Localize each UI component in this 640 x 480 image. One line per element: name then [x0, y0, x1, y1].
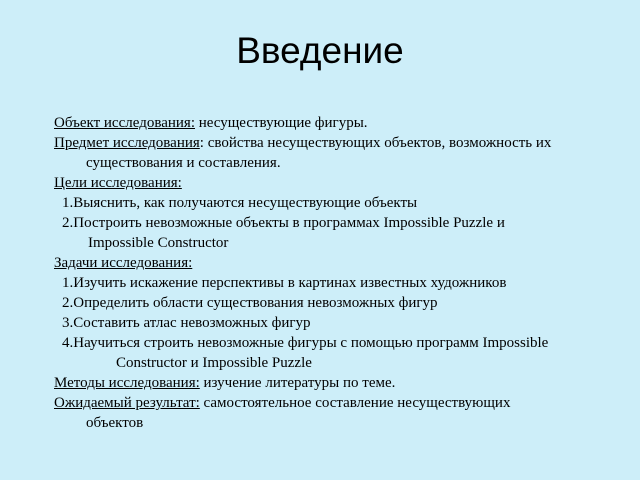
task-item-3: 3.Составить атлас невозможных фигур	[62, 315, 311, 331]
task-item-1: 1.Изучить искажение перспективы в картинах известных художников	[62, 275, 507, 291]
goal-item-1: 1.Выяснить, как получаются несуществующие объекты	[62, 195, 418, 211]
subject-text-1: : свойства несуществующих объектов, возможность их	[199, 135, 552, 151]
tasks-heading-line	[54, 253, 614, 273]
object-text: несуществующие фигуры.	[194, 115, 368, 131]
result-label: Ожидаемый результат:	[54, 395, 200, 411]
result-line-continued	[54, 413, 614, 433]
task-item-4: 4.Научиться строить невозможные фигуры с помощью программ Impossible	[62, 335, 549, 351]
tasks-label: Задачи исследования:	[54, 255, 193, 271]
subject-text-2: существования и составления.	[86, 155, 281, 171]
result-text-1: самостоятельное составление несуществующих	[199, 395, 511, 411]
slide-body	[54, 113, 614, 433]
slide-title: Введение	[236, 30, 404, 71]
goal-item-2: 2.Построить невозможные объекты в программах Impossible Puzzle и	[62, 215, 505, 231]
subject-line-continued	[54, 153, 614, 173]
object-line	[54, 113, 614, 133]
object-label: Объект исследования:	[54, 115, 195, 131]
task-item-4-continued: Constructor и Impossible Puzzle	[116, 355, 312, 371]
result-line	[54, 393, 614, 413]
task-item-2: 2.Определить области существования невозможных фигур	[62, 295, 438, 311]
methods-text: изучение литературы по теме.	[199, 375, 396, 391]
subject-label: Предмет исследования	[54, 135, 200, 151]
subject-line	[54, 133, 614, 153]
result-text-2: объектов	[86, 415, 144, 431]
goals-heading-line	[54, 173, 614, 193]
goals-label: Цели исследования:	[54, 175, 182, 191]
goal-item-2-continued: Impossible Constructor	[88, 235, 229, 251]
methods-label: Методы исследования:	[54, 375, 200, 391]
methods-line	[54, 373, 614, 393]
